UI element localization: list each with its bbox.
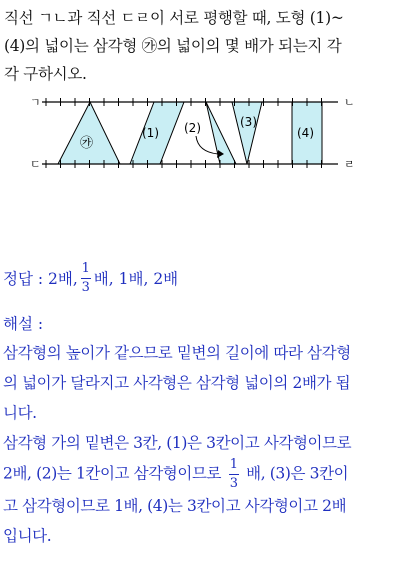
answer-fraction-numerator: 1 <box>81 260 90 276</box>
solution-line-6: 고 삼각형이므로 1배, (4)는 3칸이고 사각형이고 2배 <box>3 497 347 515</box>
solution-fraction-denominator: 3 <box>229 476 238 491</box>
label-1: (1) <box>142 126 159 140</box>
answer-fraction <box>81 262 91 295</box>
shape-3-triangle <box>232 102 262 164</box>
label-4: (4) <box>297 126 314 140</box>
solution-line-2: 의 넓이가 달라지고 사각형은 삼각형 넓이의 2배가 됩 <box>3 374 351 392</box>
question-line-2: (4)의 넓이는 삼각형 ㉮의 넓이의 몇 배가 되는지 각 <box>4 37 342 55</box>
solution-line-3: 니다. <box>3 404 37 422</box>
question-line-1: 직선 ㄱㄴ과 직선 ㄷㄹ이 서로 평행할 때, 도형 (1)~ <box>4 9 344 27</box>
solution-line-4: 삼각형 가의 밑변은 3칸, (1)은 3칸이고 사각형이므로 <box>3 434 352 452</box>
question-text <box>4 4 398 88</box>
solution-line-5-start: 2배, (2)는 1칸이고 삼각형이므로 <box>3 464 222 483</box>
solution-text <box>3 338 399 551</box>
answer-prefix: 정답 : 2배, <box>3 270 78 288</box>
solution-line-5-end: 배, (3)은 3칸이 <box>246 464 349 483</box>
label-2: (2) <box>184 121 201 135</box>
label-ga: ㉮ <box>80 136 94 151</box>
solution-title: 해설 : <box>3 315 44 333</box>
solution-fraction-numerator: 1 <box>229 457 238 472</box>
question-line-3: 각 구하시오. <box>4 65 87 83</box>
corner-label-r: ㄹ <box>344 158 355 171</box>
corner-label-n: ㄴ <box>344 96 355 109</box>
answer-suffix: 배, 1배, 2배 <box>93 270 179 288</box>
solution-line-7: 입니다. <box>3 527 52 545</box>
solution-line-5 <box>3 458 399 491</box>
corner-label-d: ㄷ <box>30 158 41 171</box>
triangle-ga <box>58 102 120 164</box>
corner-label-g: ㄱ <box>30 96 41 109</box>
answer-fraction-denominator: 3 <box>81 279 90 295</box>
solution-fraction-bar <box>229 474 239 475</box>
fraction-bar <box>81 278 91 279</box>
label-3: (3) <box>240 115 257 129</box>
solution-line-1: 삼각형의 높이가 같으므로 밑변의 길이에 따라 삼각형 <box>3 344 351 362</box>
parallel-lines-figure <box>30 92 370 174</box>
answer-line <box>3 258 178 298</box>
solution-fraction <box>229 458 239 491</box>
